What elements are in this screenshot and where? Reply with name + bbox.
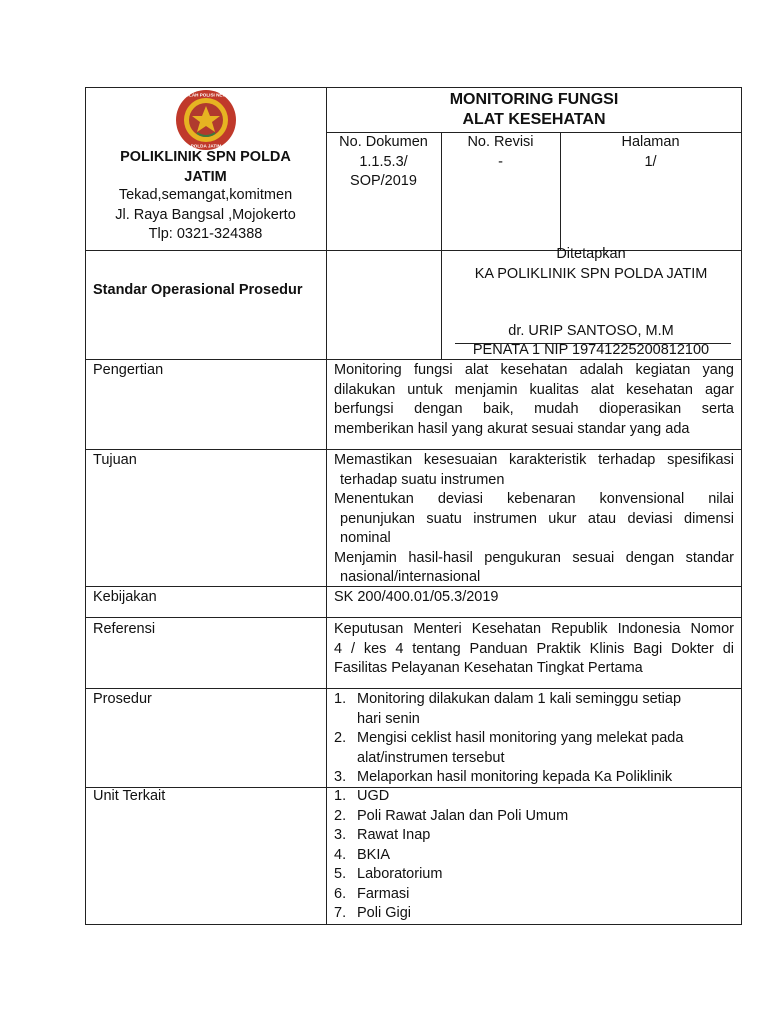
referensi-label: Referensi	[93, 621, 156, 637]
revision-cell	[441, 133, 560, 172]
prosedur-item	[328, 690, 734, 729]
unit-item-text: Farmasi	[357, 885, 410, 902]
pengertian-line-2: dilakukan untuk menjamin kualitas alat kesehatan agar	[334, 381, 734, 398]
unit-item-number: 4.	[334, 846, 347, 863]
prosedur-item	[328, 768, 734, 788]
referensi-line-2: 4 / kes 4 tentang Panduan Praktik Klinis Bagi Dokter di	[334, 640, 734, 657]
page-value: 1/	[644, 153, 657, 170]
unit-item	[328, 904, 734, 924]
prosedur-item-number: 2.	[334, 730, 347, 746]
org-address: Jl. Raya Bangsal ,Mojokerto	[115, 206, 296, 223]
tujuan-line-5: nominal	[340, 530, 391, 546]
prosedur-label: Prosedur	[93, 691, 152, 707]
tujuan-line-1: Memastikan kesesuaian karakteristik terhadap spesifikasi	[334, 452, 734, 468]
unit-item-number: 5.	[334, 866, 347, 882]
org-name-line2: JATIM	[184, 168, 227, 185]
org-name	[85, 148, 326, 187]
unit-item-text: Laboratorium	[357, 866, 443, 882]
org-details	[85, 186, 326, 245]
prosedur-item-line1: Monitoring dilakukan dalam 1 kali seminggu setiap	[357, 691, 682, 707]
kebijakan-value: SK 200/400.01/05.3/2019	[334, 589, 499, 605]
tujuan-line-2: terhadap suatu instrumen	[340, 471, 505, 488]
unit-terkait-list	[328, 787, 734, 924]
signatory-name: dr. URIP SANTOSO, M.M	[508, 323, 674, 339]
doc-number-value-line1: 1.1.5.3/	[359, 153, 408, 170]
sop-document	[85, 87, 742, 925]
doc-title	[326, 90, 742, 130]
unit-item-number: 7.	[334, 905, 347, 921]
table-border-bottom	[85, 924, 742, 925]
pengertian-label: Pengertian	[93, 362, 164, 378]
unit-item-text: Poli Rawat Jalan dan Poli Umum	[357, 807, 569, 824]
logo-text-top: SEKOLAH POLISI NEGARA	[176, 92, 236, 98]
unit-item-text: Poli Gigi	[357, 905, 411, 921]
police-emblem-icon	[175, 89, 237, 151]
table-border-top	[85, 87, 742, 88]
tujuan-line-7: nasional/internasional	[340, 569, 481, 585]
prosedur-item-line2: alat/instrumen tersebut	[357, 749, 505, 766]
column-divider	[326, 87, 327, 925]
row-line-tujuan	[85, 449, 742, 450]
pengertian-line-1: Monitoring fungsi alat kesehatan adalah kegiatan yang	[334, 362, 734, 378]
unit-item-number: 6.	[334, 885, 347, 902]
unit-item-number: 1.	[334, 788, 347, 804]
sop-label: Standar Operasional Prosedur	[93, 282, 303, 298]
doc-number-label: No. Dokumen	[339, 134, 428, 150]
table-border-right	[741, 87, 742, 925]
prosedur-list	[328, 690, 734, 788]
unit-item	[328, 846, 734, 866]
tujuan-line-4: penunjukan suatu instrumen ukur atau deviasi dimensi	[340, 510, 734, 527]
row-line-referensi	[85, 617, 742, 618]
unit-item	[328, 885, 734, 905]
prosedur-item-line1: Mengisi ceklist hasil monitoring yang melekat pada	[357, 730, 684, 746]
logo	[175, 89, 237, 151]
prosedur-item-number: 1.	[334, 691, 347, 707]
unit-item-text: BKIA	[357, 846, 391, 863]
referensi-line-1: Keputusan Menteri Kesehatan Republik Indonesia Nomor	[334, 621, 734, 637]
tujuan-label: Tujuan	[93, 452, 137, 468]
approval-block	[441, 245, 741, 284]
unit-item-number: 3.	[334, 827, 347, 843]
tujuan-text	[334, 451, 734, 588]
pengertian-line-4: memberikan hasil yang akurat sesuai standar yang ada	[334, 420, 690, 437]
unit-item-number: 2.	[334, 807, 347, 824]
set-label: Ditetapkan	[556, 246, 626, 262]
org-phone: Tlp: 0321-324388	[148, 226, 263, 242]
unit-item	[328, 826, 734, 846]
unit-item	[328, 807, 734, 827]
revision-label: No. Revisi	[467, 134, 534, 150]
referensi-text	[334, 620, 734, 679]
pengertian-line-3: berfungsi dengan baik, mudah dioperasikan serta	[334, 401, 734, 417]
pengertian-text	[334, 361, 734, 439]
unit-item-text: Rawat Inap	[357, 827, 431, 843]
prosedur-item-line2: hari senin	[357, 710, 420, 727]
prosedur-item-line1: Melaporkan hasil monitoring kepada Ka Poliklinik	[357, 769, 673, 785]
unit-item	[328, 865, 734, 885]
row-line-prosedur	[85, 688, 742, 689]
signatory-nip: PENATA 1 NIP 19741225200812100	[472, 342, 710, 358]
set-by: KA POLIKLINIK SPN POLDA JATIM	[474, 265, 708, 282]
unit-item-text: UGD	[357, 788, 390, 804]
logo-text-bottom: POLDA JATIM	[190, 143, 222, 149]
prosedur-item-number: 3.	[334, 769, 347, 785]
page-label: Halaman	[621, 134, 680, 150]
referensi-line-3: Fasilitas Pelayanan Kesehatan Tingkat Pertama	[334, 660, 643, 676]
tujuan-line-3: Menentukan deviasi kebenaran konvensional nilai	[334, 491, 734, 507]
doc-title-line2: ALAT KESEHATAN	[462, 111, 606, 128]
doc-title-line1: MONITORING FUNGSI	[449, 91, 619, 108]
revision-value: -	[498, 153, 503, 170]
page-cell	[560, 133, 741, 172]
tujuan-line-6: Menjamin hasil-hasil pengukuran sesuai dengan standar	[334, 549, 734, 566]
kebijakan-label: Kebijakan	[93, 589, 157, 605]
doc-number-value-line2: SOP/2019	[350, 173, 417, 189]
org-name-line1: POLIKLINIK SPN POLDA	[120, 149, 291, 165]
org-motto: Tekad,semangat,komitmen	[118, 187, 293, 203]
prosedur-item	[328, 729, 734, 768]
doc-number-cell	[326, 133, 441, 192]
unit-terkait-label: Unit Terkait	[93, 788, 166, 804]
unit-item	[328, 787, 734, 807]
